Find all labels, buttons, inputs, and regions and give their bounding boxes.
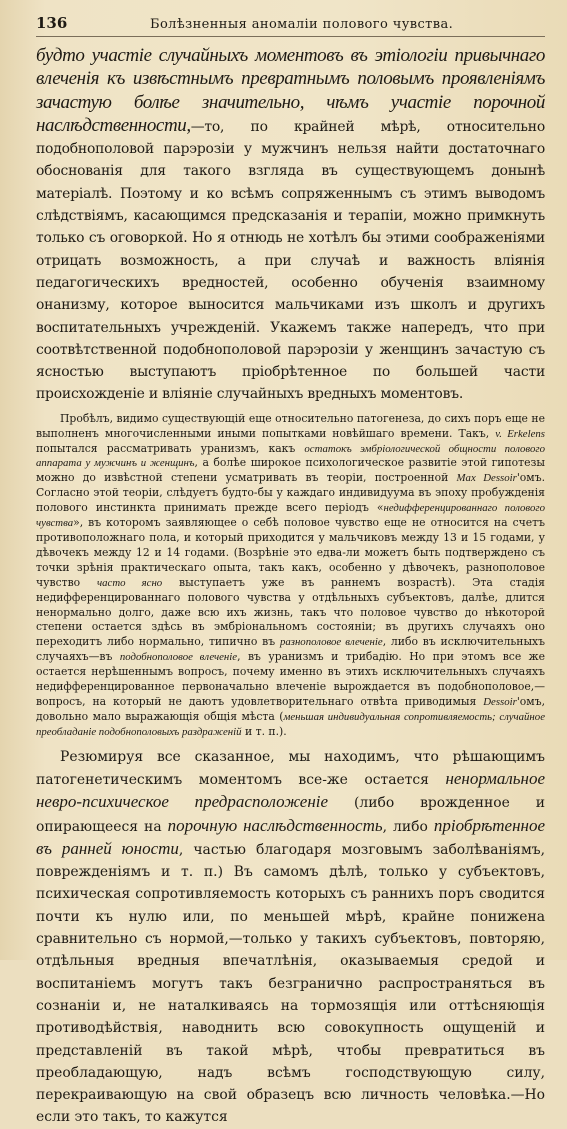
paragraph-text: Въ самомъ дѣлѣ — [233, 864, 364, 881]
paragraph-text: , либо — [382, 818, 434, 835]
author-name: Max Dessoir — [456, 472, 517, 485]
italic-emphasis-lead: будто участіе случайныхъ моментовъ въ этіологіи привычнаго влеченія къ извѣстнымъ превратнымъ половымъ проявленіямъ зачастую болѣе значительно, чѣмъ участіе порочной наслѣдственности, — [36, 45, 545, 136]
paragraph-text: —то, по крайней мѣрѣ, относительно подобнополовой парэрозіи у мужчинъ нельзя найти достаточнаго обоснованія для такого взгляда въ существующемъ донынѣ матеріалѣ. Поэтому и ко всѣмъ сопряженнымъ съ этимъ выводомъ слѣдствіямъ, касающимся предсказанія и терапіи, можно примкнуть только съ оговоркой. Но я отнюдь не хотѣлъ бы этими соображеніями отрицать возможность, а при случаѣ и важность вліянія педагогическихъ вредностей, особенно обученія взаимному онанизму, которое выносится мальчиками изъ школъ и другихъ воспитательныхъ учрежденій. Укажемъ также напередъ, что при соотвѣтственной подобнополовой парэрозіи у женщинъ зачастую съ ясностью выступаютъ пріобрѣтенное по большей части происхожденіе и вліяніе случайныхъ вредныхъ моментовъ. — [36, 118, 545, 403]
note-emphasis: подобнополовое влеченіе — [119, 651, 238, 664]
note-text: 'омъ. Согласно этой теоріи, слѣдуетъ будто-бы у каждаго индивидуума въ эпоху пробужденія полового инстинкта принимать прежде всего періодъ « — [36, 471, 545, 515]
note-text: , въ уранизмъ и трибадію. Но при этомъ все же остается нерѣшеннымъ вопросъ, почему именно въ этихъ исключительныхъ случаяхъ недифференцированное первоначально влеченіе вырождается въ подобнополовое,—вопросъ, на который не даютъ удовлетворительнаго отвѣта приводимыя — [36, 650, 546, 708]
body-paragraph-2 — [36, 746, 545, 1129]
note-text: Пробѣлъ, видимо существующій еще относительно патогенеза, до сихъ поръ еще не выполненъ многочисленными иными попытками новѣйшаго времени. Такъ, — [36, 411, 545, 440]
note-text: 'омъ, довольно мало выражающія общія мѣста ( — [36, 694, 545, 723]
note-emphasis: недифференцированнаго полового чувства — [36, 502, 545, 530]
note-text: попытался рассматривать уранизмъ, какъ — [36, 441, 305, 455]
note-text: выступаетъ уже въ раннемъ возрастѣ). Эта стадія недифференцированнаго полового чувства у отдѣльныхъ субъектовъ, далѣе, длится ненормально долго, даже всю ихъ жизнь, такъ что половое чувство до нѣкоторой степени остается здѣсь въ эмбріональномъ состояніи; въ другихъ случаяхъ оно переходитъ либо нормально, типично въ — [36, 575, 545, 649]
italic-emphasis: ненормальное невро-психическое предрасположеніе — [36, 768, 545, 812]
italic-emphasis: пріобрѣтенное въ ранней юности — [36, 815, 546, 858]
italic-emphasis: порочную наслѣдственность — [167, 815, 383, 835]
author-name: v. Erkelens — [495, 427, 545, 440]
note-emphasis: разнополовое влеченіе — [279, 636, 383, 649]
note-text: , либо въ исключительныхъ случаяхъ—въ — [36, 635, 545, 664]
note-text: и т. п.). — [241, 724, 287, 738]
paragraph-text: , частью благодаря мозговымъ заболѣваніямъ, поврежденіямъ и т. п.) — [36, 841, 545, 881]
paragraph-text: , только у субъектовъ, психическая сопротивляемость которыхъ съ раннихъ поръ сводится почти къ нулю или, по меньшей мѣрѣ, крайне понижена сравнительно съ нормой,—только у такихъ субъектовъ, повторяю, отдѣльныя вредныя впечатлѣнія, оказываемыя средой и воспитаніемъ могутъ такъ безгранично распространяться въ сознаніи и, не наталкиваясь на тормозящія или оттѣсняющія противодѣйствія, наводнить всю совокупность ощущеній и представленій въ такой мѣрѣ, чтобы превратиться въ преобладающую, надъ всѣмъ господствующую силу, перекраивающую на свой образецъ всю личность человѣка.—Но если это такъ, то кажутся — [36, 864, 545, 1126]
note-text: , а болѣе широкое психологическое развитіе этой гипотезы можно до извѣстной степени усматривать въ теоріи, построенной — [36, 456, 545, 485]
note-emphasis: часто ясно — [97, 576, 163, 589]
note-text: », въ которомъ заявляющее о себѣ половое чувство еще не относится на счетъ противоположнаго пола, и который приходится у мальчиковъ между 13 и 15 годами, у дѣвочекъ между 12 и 14 годами. (Возрѣніе это едва-ли можетъ быть подтверждено съ точки зрѣнія практическаго опыта, такъ какъ, особенно у дѣвочекъ, разнополовое чувство — [36, 516, 545, 589]
note-emphasis: остатокъ эмбріологической общности полового аппарата у мужчинъ и женщинъ — [36, 442, 545, 470]
body-paragraph-1 — [36, 45, 545, 406]
paragraph-text: Резюмируя все сказанное, мы находимъ, что рѣшающимъ патогенетическимъ моментомъ все-же остается — [36, 748, 545, 788]
footnote-block — [36, 412, 545, 740]
page-number: 136 — [36, 14, 68, 32]
note-emphasis: меньшая индивидуальная сопротивляемость; случайное преобладаніе подобнополовыхъ раздраженій — [36, 710, 545, 738]
author-name: Dessoir — [483, 695, 517, 708]
paragraph-text: (либо врожденное и опирающееся на — [36, 795, 545, 835]
running-title: Болѣзненныя аномаліи полового чувства. — [150, 17, 454, 32]
page-header — [36, 14, 545, 37]
